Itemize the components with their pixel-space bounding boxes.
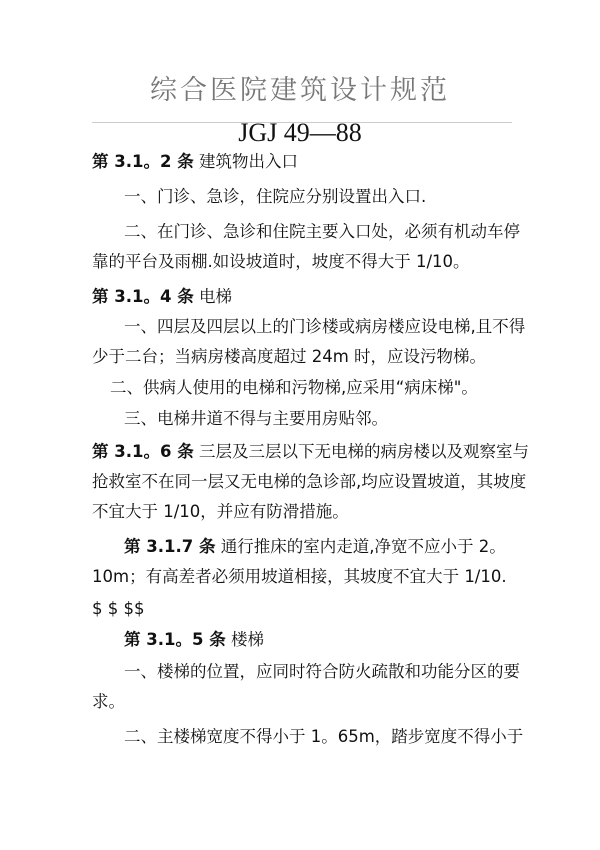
paragraph-line: 求。 <box>92 692 125 711</box>
paragraph-line: 一、四层及四层以上的门诊楼或病房楼应设电梯,且不得 <box>124 317 526 336</box>
paragraph-line: 抢救室不在同一层又无电梯的急诊部,均应设置坡道，其坡度 <box>92 472 527 491</box>
paragraph-line: 二、供病人使用的电梯和污物梯,应采用“病床梯"。 <box>110 378 478 397</box>
paragraph-line: 一、门诊、急诊，住院应分别设置出入口. <box>124 187 427 206</box>
paragraph-line: 二、在门诊、急诊和住院主要入口处，必须有机动车停 <box>124 222 520 241</box>
clause-heading: 第 3.1。2 条 建筑物出入口 <box>92 152 298 171</box>
paragraph-line: 10m；有高差者必须用坡道相接，其坡度不宜大于 1/10. <box>92 567 507 586</box>
paragraph-line: 靠的平台及雨棚.如设坡道时，坡度不得大于 1/10。 <box>92 252 470 271</box>
clause-heading: 第 3.1。4 条 电梯 <box>92 287 232 306</box>
paragraph-line: 不宜大于 1/10，并应有防滑措施。 <box>92 502 349 521</box>
clause-heading: 第 3.1。6 条 三层及三层以下无电梯的病房楼以及观察室与 <box>92 442 529 461</box>
paragraph-line: 一、楼梯的位置，应同时符合防火疏散和功能分区的要 <box>124 662 520 681</box>
clause-heading: 第 3.1.7 条 通行推床的室内走道,净宽不应小于 2。 <box>124 537 506 556</box>
paragraph-line: 少于二台；当病房楼高度超过 24m 时，应设污物梯。 <box>92 347 487 366</box>
paragraph-line: 三、电梯井道不得与主要用房贴邻。 <box>124 409 388 428</box>
paragraph-line: 二、主楼梯宽度不得小于 1。65m，踏步宽度不得小于 <box>124 727 524 746</box>
document-title: 综合医院建筑设计规范 <box>150 75 450 106</box>
clause-heading: 第 3.1。5 条 楼梯 <box>124 630 264 649</box>
standard-code: JGJ 49—88 <box>238 118 362 147</box>
paragraph-line: $ $ $$ <box>92 599 145 618</box>
